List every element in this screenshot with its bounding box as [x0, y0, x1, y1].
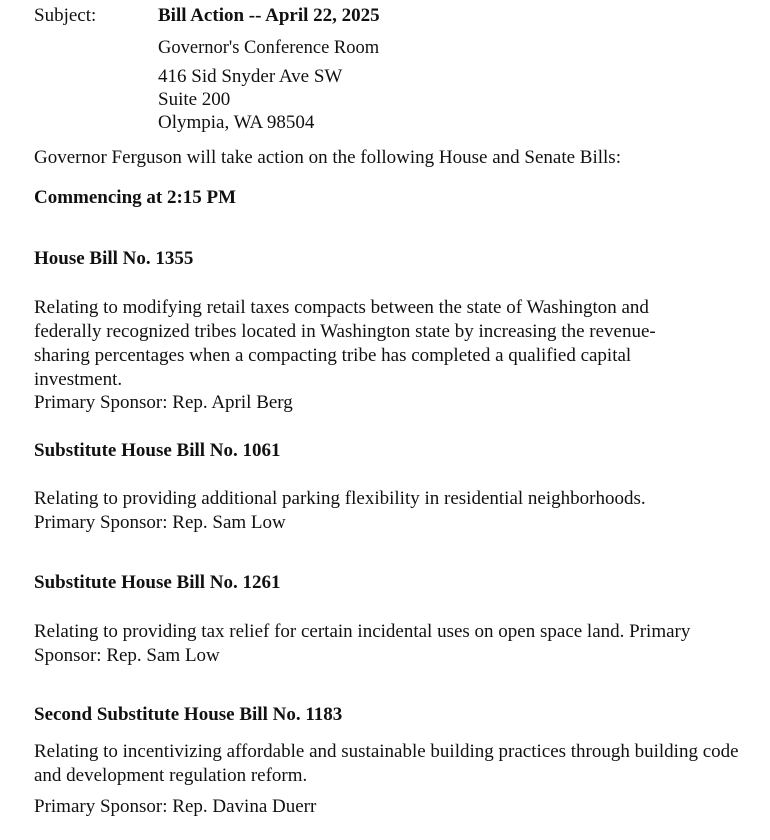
bill-description: Relating to modifying retail taxes compacts between the state of Washington and federally recognized tribes located in Washington state by increasing the revenue-sharing percentages when a compacting tribe has completed a qualified capital investment. [34, 297, 656, 390]
bill-description: Relating to incentivizing affordable and sustainable building practices through building code and development regulation reform. [34, 741, 739, 786]
intro-text: Governor Ferguson will take action on the following House and Senate Bills: [34, 147, 621, 168]
bill-description: Relating to providing additional parking flexibility in residential neighborhoods. [34, 488, 646, 509]
location-room: Governor's Conference Room [158, 38, 380, 58]
subject-label: Subject: [34, 5, 97, 26]
bill-title: House Bill No. 1355 [34, 248, 194, 269]
bill-title: Substitute House Bill No. 1061 [34, 440, 281, 461]
commencing-time: Commencing at 2:15 PM [34, 187, 237, 208]
location-city: Olympia, WA 98504 [158, 112, 315, 133]
bill-sponsor: Primary Sponsor: Rep. April Berg [34, 392, 293, 413]
location-suite: Suite 200 [158, 89, 231, 110]
bill-sponsor: Primary Sponsor: Rep. Davina Duerr [34, 796, 317, 817]
bill-title: Substitute House Bill No. 1261 [34, 572, 281, 593]
bill-description: Relating to providing tax relief for certain incidental uses on open space land. Primary Sponsor: Rep. Sam Low [34, 621, 691, 666]
bill-sponsor: Primary Sponsor: Rep. Sam Low [34, 512, 286, 533]
location-street: 416 Sid Snyder Ave SW [158, 66, 343, 87]
bill-title: Second Substitute House Bill No. 1183 [34, 704, 343, 725]
subject-value: Bill Action -- April 22, 2025 [158, 5, 380, 26]
